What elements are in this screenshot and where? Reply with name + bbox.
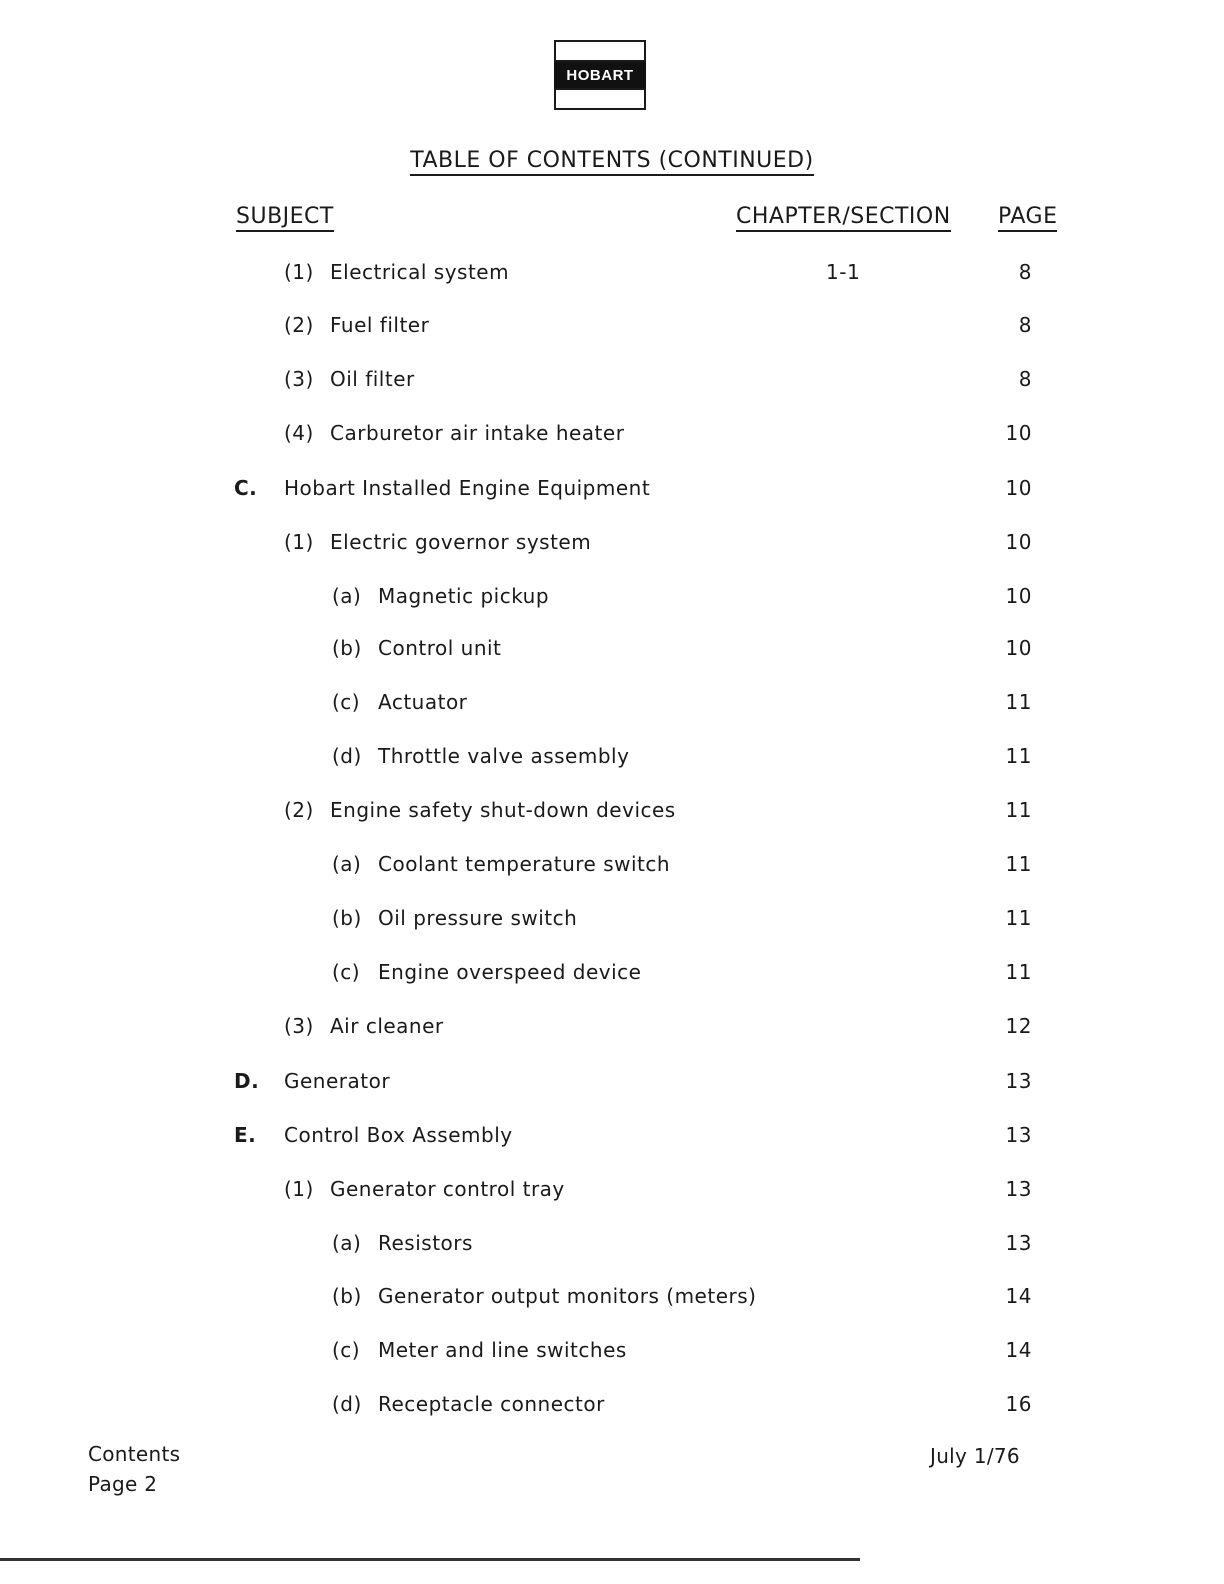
entry-label: Control unit — [378, 636, 502, 660]
entry-label: Throttle valve assembly — [378, 744, 630, 768]
entry-number: (d) — [332, 744, 362, 768]
entry-page: 12 — [1005, 1014, 1032, 1038]
toc-entry — [0, 1123, 1224, 1155]
toc-entry — [0, 744, 1224, 776]
entry-page: 13 — [1005, 1177, 1032, 1201]
entry-number: (a) — [332, 852, 362, 876]
entry-page: 10 — [1005, 584, 1032, 608]
entry-page: 8 — [1018, 367, 1032, 391]
entry-number: (b) — [332, 906, 362, 930]
entry-number: (2) — [284, 798, 314, 822]
entry-page: 14 — [1005, 1284, 1032, 1308]
entry-label: Oil pressure switch — [378, 906, 578, 930]
footer-page-number: Page 2 — [88, 1472, 158, 1496]
logo-text: HOBART — [554, 62, 646, 88]
page-title: TABLE OF CONTENTS (CONTINUED) — [0, 148, 1224, 173]
logo-bottom-box — [554, 88, 646, 110]
entry-section: 1-1 — [826, 260, 861, 284]
entry-number: (b) — [332, 1284, 362, 1308]
entry-label: Electrical system — [330, 260, 510, 284]
entry-label: Resistors — [378, 1231, 473, 1255]
entry-number: (1) — [284, 1177, 314, 1201]
toc-entry — [0, 960, 1224, 992]
entry-label: Engine overspeed device — [378, 960, 642, 984]
entry-number: (c) — [332, 960, 361, 984]
entry-number: (3) — [284, 1014, 314, 1038]
entry-label: Receptacle connector — [378, 1392, 605, 1416]
toc-entry — [0, 1069, 1224, 1101]
entry-page: 8 — [1018, 313, 1032, 337]
entry-label: Air cleaner — [330, 1014, 444, 1038]
column-header-chapter-section: CHAPTER/SECTION — [736, 204, 951, 229]
entry-page: 13 — [1005, 1123, 1032, 1147]
toc-entry — [0, 367, 1224, 399]
footer-contents-label: Contents — [88, 1442, 181, 1466]
footer-date: July 1/76 — [930, 1444, 1020, 1468]
entry-page: 13 — [1005, 1231, 1032, 1255]
column-header-page: PAGE — [998, 204, 1057, 229]
toc-entry — [0, 636, 1224, 668]
entry-number: (d) — [332, 1392, 362, 1416]
hobart-logo — [554, 40, 646, 110]
entry-label: Actuator — [378, 690, 468, 714]
entry-number: (4) — [284, 421, 314, 445]
entry-label: Oil filter — [330, 367, 415, 391]
entry-number: (a) — [332, 1231, 362, 1255]
entry-number: (a) — [332, 584, 362, 608]
entry-label: Fuel filter — [330, 313, 430, 337]
entry-page: 10 — [1005, 476, 1032, 500]
entry-label: Magnetic pickup — [378, 584, 550, 608]
entry-page: 14 — [1005, 1338, 1032, 1362]
entry-label: Hobart Installed Engine Equipment — [284, 476, 651, 500]
entry-page: 13 — [1005, 1069, 1032, 1093]
toc-entry — [0, 690, 1224, 722]
entry-number: (c) — [332, 690, 361, 714]
toc-entry — [0, 1014, 1224, 1046]
entry-page: 11 — [1005, 744, 1032, 768]
entry-number: (b) — [332, 636, 362, 660]
entry-number: (1) — [284, 530, 314, 554]
toc-entry — [0, 906, 1224, 938]
entry-label: Generator output monitors (meters) — [378, 1284, 757, 1308]
toc-entry — [0, 260, 1224, 292]
toc-entry — [0, 1284, 1224, 1316]
entry-number: (c) — [332, 1338, 361, 1362]
entry-page: 10 — [1005, 636, 1032, 660]
entry-label: Generator control tray — [330, 1177, 565, 1201]
entry-page: 11 — [1005, 906, 1032, 930]
toc-entry — [0, 421, 1224, 453]
entry-page: 11 — [1005, 690, 1032, 714]
toc-entry — [0, 1392, 1224, 1424]
entry-number: (2) — [284, 313, 314, 337]
toc-entry — [0, 584, 1224, 616]
entry-number: C. — [234, 476, 258, 500]
toc-entry — [0, 313, 1224, 345]
entry-label: Engine safety shut-down devices — [330, 798, 676, 822]
entry-page: 10 — [1005, 421, 1032, 445]
entry-number: D. — [234, 1069, 260, 1093]
entry-label: Meter and line switches — [378, 1338, 627, 1362]
logo-top-box — [554, 40, 646, 62]
entry-page: 11 — [1005, 960, 1032, 984]
entry-label: Electric governor system — [330, 530, 592, 554]
column-header-subject: SUBJECT — [236, 204, 334, 229]
entry-page: 11 — [1005, 852, 1032, 876]
bottom-rule — [0, 1558, 860, 1561]
entry-number: (1) — [284, 260, 314, 284]
toc-entry — [0, 1338, 1224, 1370]
entry-page: 8 — [1018, 260, 1032, 284]
entry-number: (3) — [284, 367, 314, 391]
toc-entry — [0, 798, 1224, 830]
entry-page: 11 — [1005, 798, 1032, 822]
entry-label: Generator — [284, 1069, 391, 1093]
toc-entry — [0, 852, 1224, 884]
entry-label: Control Box Assembly — [284, 1123, 513, 1147]
toc-entry — [0, 1177, 1224, 1209]
toc-entry — [0, 1231, 1224, 1263]
toc-entry — [0, 530, 1224, 562]
entry-page: 10 — [1005, 530, 1032, 554]
entry-page: 16 — [1005, 1392, 1032, 1416]
entry-label: Coolant temperature switch — [378, 852, 671, 876]
toc-entry — [0, 476, 1224, 508]
entry-number: E. — [234, 1123, 257, 1147]
entry-label: Carburetor air intake heater — [330, 421, 625, 445]
